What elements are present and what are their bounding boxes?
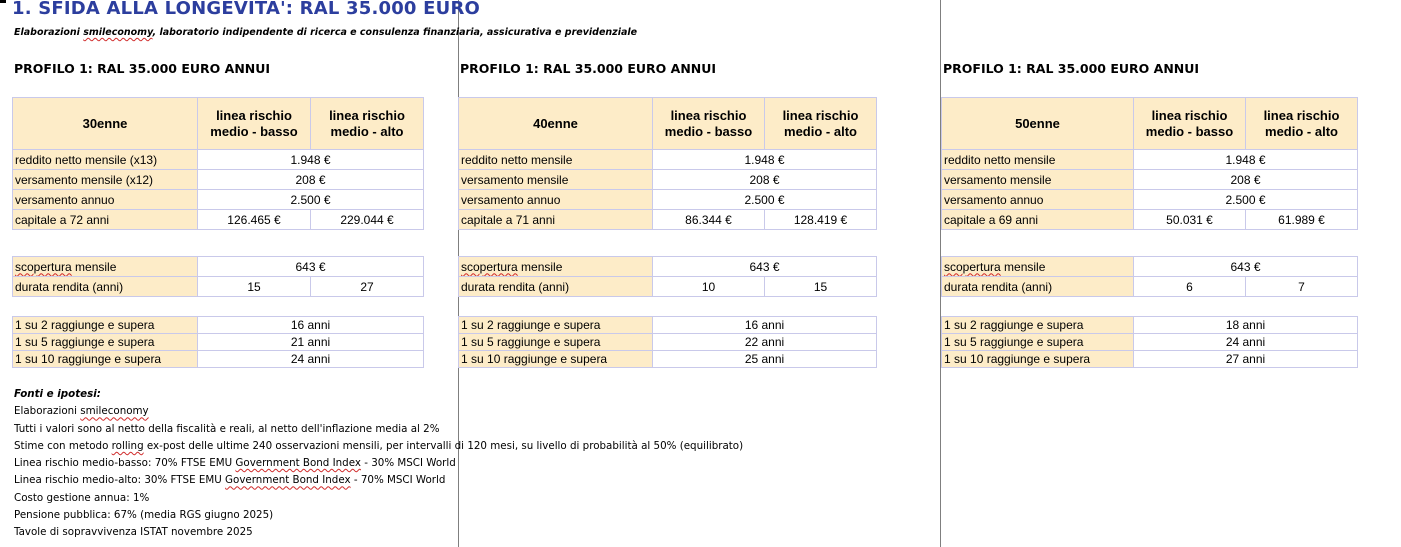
table-row <box>13 351 424 368</box>
savings-table <box>458 149 877 230</box>
row-label[interactable]: reddito netto mensile (x13) <box>13 150 198 170</box>
table-row <box>942 317 1358 334</box>
survival-label[interactable]: 1 su 10 raggiunge e supera <box>459 351 653 368</box>
row-value[interactable]: 2.500 € <box>653 190 877 210</box>
table-row <box>459 150 877 170</box>
age-label[interactable]: 30enne <box>13 98 198 150</box>
notes-line: Elaborazioni smileconomy <box>14 405 149 418</box>
notes-line: Linea rischio medio-alto: 30% FTSE EMU Government Bond Index - 70% MSCI World <box>14 474 446 487</box>
notes-line: Stime con metodo rolling ex-post delle ultime 240 osservazioni mensili, per intervalli di 120 mesi, su livello di probabilità al 50% (equilibrato) <box>14 439 744 452</box>
col-high-risk[interactable]: linea rischio medio - alto <box>765 98 877 150</box>
table-row <box>13 277 424 297</box>
survival-label[interactable]: 1 su 10 raggiunge e supera <box>942 351 1134 368</box>
col-low-risk[interactable]: linea rischio medio - basso <box>198 98 311 150</box>
table-row <box>13 317 424 334</box>
col-low-risk[interactable]: linea rischio medio - basso <box>1134 98 1246 150</box>
table-row <box>13 190 424 210</box>
capital-label[interactable]: capitale a 71 anni <box>459 210 653 230</box>
page-title: 1. SFIDA ALLA LONGEVITA': RAL 35.000 EURO <box>12 0 480 19</box>
table-row <box>942 150 1358 170</box>
capital-high[interactable]: 61.989 € <box>1246 210 1358 230</box>
survival-table <box>12 316 424 368</box>
table-row <box>459 170 877 190</box>
table-row <box>942 277 1358 297</box>
table-row <box>942 334 1358 351</box>
duration-high[interactable]: 27 <box>311 277 424 297</box>
survival-value[interactable]: 16 anni <box>653 317 877 334</box>
gap-table <box>458 256 877 297</box>
capital-low[interactable]: 126.465 € <box>198 210 311 230</box>
survival-value[interactable]: 16 anni <box>198 317 424 334</box>
capital-low[interactable]: 50.031 € <box>1134 210 1246 230</box>
gap-label[interactable]: scopertura mensile <box>942 257 1134 277</box>
duration-high[interactable]: 7 <box>1246 277 1358 297</box>
profile-header-table <box>458 97 877 150</box>
table-row <box>942 190 1358 210</box>
gap-value[interactable]: 643 € <box>198 257 424 277</box>
gap-value[interactable]: 643 € <box>653 257 877 277</box>
row-value[interactable]: 208 € <box>653 170 877 190</box>
page-subtitle: Elaborazioni smileconomy, laboratorio indipendente di ricerca e consulenza finanziaria, assicurativa e previdenziale <box>14 27 638 38</box>
table-row <box>13 334 424 351</box>
row-value[interactable]: 1.948 € <box>198 150 424 170</box>
table-row <box>459 210 877 230</box>
capital-high[interactable]: 229.044 € <box>311 210 424 230</box>
row-label[interactable]: versamento mensile <box>942 170 1134 190</box>
profile-header-table <box>12 97 424 150</box>
row-value[interactable]: 2.500 € <box>198 190 424 210</box>
table-row <box>13 210 424 230</box>
gap-label[interactable]: scopertura mensile <box>13 257 198 277</box>
table-row <box>942 257 1358 277</box>
table-row <box>459 190 877 210</box>
row-value[interactable]: 1.948 € <box>1134 150 1358 170</box>
survival-label[interactable]: 1 su 5 raggiunge e supera <box>942 334 1134 351</box>
notes-line: Linea rischio medio-basso: 70% FTSE EMU Government Bond Index - 30% MSCI World <box>14 457 456 470</box>
duration-label[interactable]: durata rendita (anni) <box>13 277 198 297</box>
survival-value[interactable]: 18 anni <box>1134 317 1358 334</box>
col-high-risk[interactable]: linea rischio medio - alto <box>311 98 424 150</box>
row-label[interactable]: versamento annuo <box>13 190 198 210</box>
table-row <box>942 170 1358 190</box>
table-row <box>459 257 877 277</box>
capital-label[interactable]: capitale a 69 anni <box>942 210 1134 230</box>
duration-low[interactable]: 10 <box>653 277 765 297</box>
survival-label[interactable]: 1 su 5 raggiunge e supera <box>459 334 653 351</box>
survival-table <box>458 316 877 368</box>
table-row <box>942 210 1358 230</box>
table-row <box>459 351 877 368</box>
row-value[interactable]: 208 € <box>198 170 424 190</box>
duration-high[interactable]: 15 <box>765 277 877 297</box>
gap-table <box>12 256 424 297</box>
notes-line: Pensione pubblica: 67% (media RGS giugno 2025) <box>14 509 274 522</box>
sources-notes <box>14 386 743 542</box>
table-row <box>459 334 877 351</box>
survival-label[interactable]: 1 su 2 raggiunge e supera <box>459 317 653 334</box>
row-label[interactable]: reddito netto mensile <box>459 150 653 170</box>
table-row <box>13 257 424 277</box>
row-label[interactable]: versamento mensile <box>459 170 653 190</box>
capital-low[interactable]: 86.344 € <box>653 210 765 230</box>
profile-heading: PROFILO 1: RAL 35.000 EURO ANNUI <box>943 61 1200 76</box>
row-value[interactable]: 1.948 € <box>653 150 877 170</box>
row-value[interactable]: 208 € <box>1134 170 1358 190</box>
profile-header-table <box>941 97 1358 150</box>
notes-line: Tavole di sopravvivenza ISTAT novembre 2025 <box>14 526 253 539</box>
notes-line: Tutti i valori sono al netto della fiscalità e reali, al netto dell'inflazione media al 2% <box>14 422 440 435</box>
survival-value[interactable]: 25 anni <box>653 351 877 368</box>
notes-heading: Fonti e ipotesi: <box>14 388 101 400</box>
duration-label[interactable]: durata rendita (anni) <box>942 277 1134 297</box>
survival-value[interactable]: 27 anni <box>1134 351 1358 368</box>
duration-label[interactable]: durata rendita (anni) <box>459 277 653 297</box>
survival-value[interactable]: 21 anni <box>198 334 424 351</box>
survival-value[interactable]: 22 anni <box>653 334 877 351</box>
savings-table <box>941 149 1358 230</box>
survival-label[interactable]: 1 su 2 raggiunge e supera <box>942 317 1134 334</box>
duration-low[interactable]: 6 <box>1134 277 1246 297</box>
gap-label[interactable]: scopertura mensile <box>459 257 653 277</box>
gap-table <box>941 256 1358 297</box>
brand-name: smileconomy <box>83 27 153 38</box>
col-high-risk[interactable]: linea rischio medio - alto <box>1246 98 1358 150</box>
row-label[interactable]: versamento annuo <box>459 190 653 210</box>
row-label[interactable]: versamento annuo <box>942 190 1134 210</box>
table-row <box>942 351 1358 368</box>
age-label[interactable]: 50enne <box>942 98 1134 150</box>
row-label[interactable]: versamento mensile (x12) <box>13 170 198 190</box>
row-label[interactable]: reddito netto mensile <box>942 150 1134 170</box>
table-row <box>13 170 424 190</box>
col-low-risk[interactable]: linea rischio medio - basso <box>653 98 765 150</box>
duration-low[interactable]: 15 <box>198 277 311 297</box>
table-row <box>459 277 877 297</box>
table-row <box>13 150 424 170</box>
survival-table <box>941 316 1358 368</box>
profile-heading: PROFILO 1: RAL 35.000 EURO ANNUI <box>14 61 271 76</box>
age-label[interactable]: 40enne <box>459 98 653 150</box>
survival-label[interactable]: 1 su 2 raggiunge e supera <box>13 317 198 334</box>
survival-value[interactable]: 24 anni <box>1134 334 1358 351</box>
profile-heading: PROFILO 1: RAL 35.000 EURO ANNUI <box>460 61 717 76</box>
notes-line: Costo gestione annua: 1% <box>14 491 150 504</box>
cell-cursor-mark <box>0 0 6 3</box>
survival-label[interactable]: 1 su 5 raggiunge e supera <box>13 334 198 351</box>
table-row <box>459 317 877 334</box>
capital-label[interactable]: capitale a 72 anni <box>13 210 198 230</box>
capital-high[interactable]: 128.419 € <box>765 210 877 230</box>
savings-table <box>12 149 424 230</box>
row-value[interactable]: 2.500 € <box>1134 190 1358 210</box>
gap-value[interactable]: 643 € <box>1134 257 1358 277</box>
survival-label[interactable]: 1 su 10 raggiunge e supera <box>13 351 198 368</box>
survival-value[interactable]: 24 anni <box>198 351 424 368</box>
